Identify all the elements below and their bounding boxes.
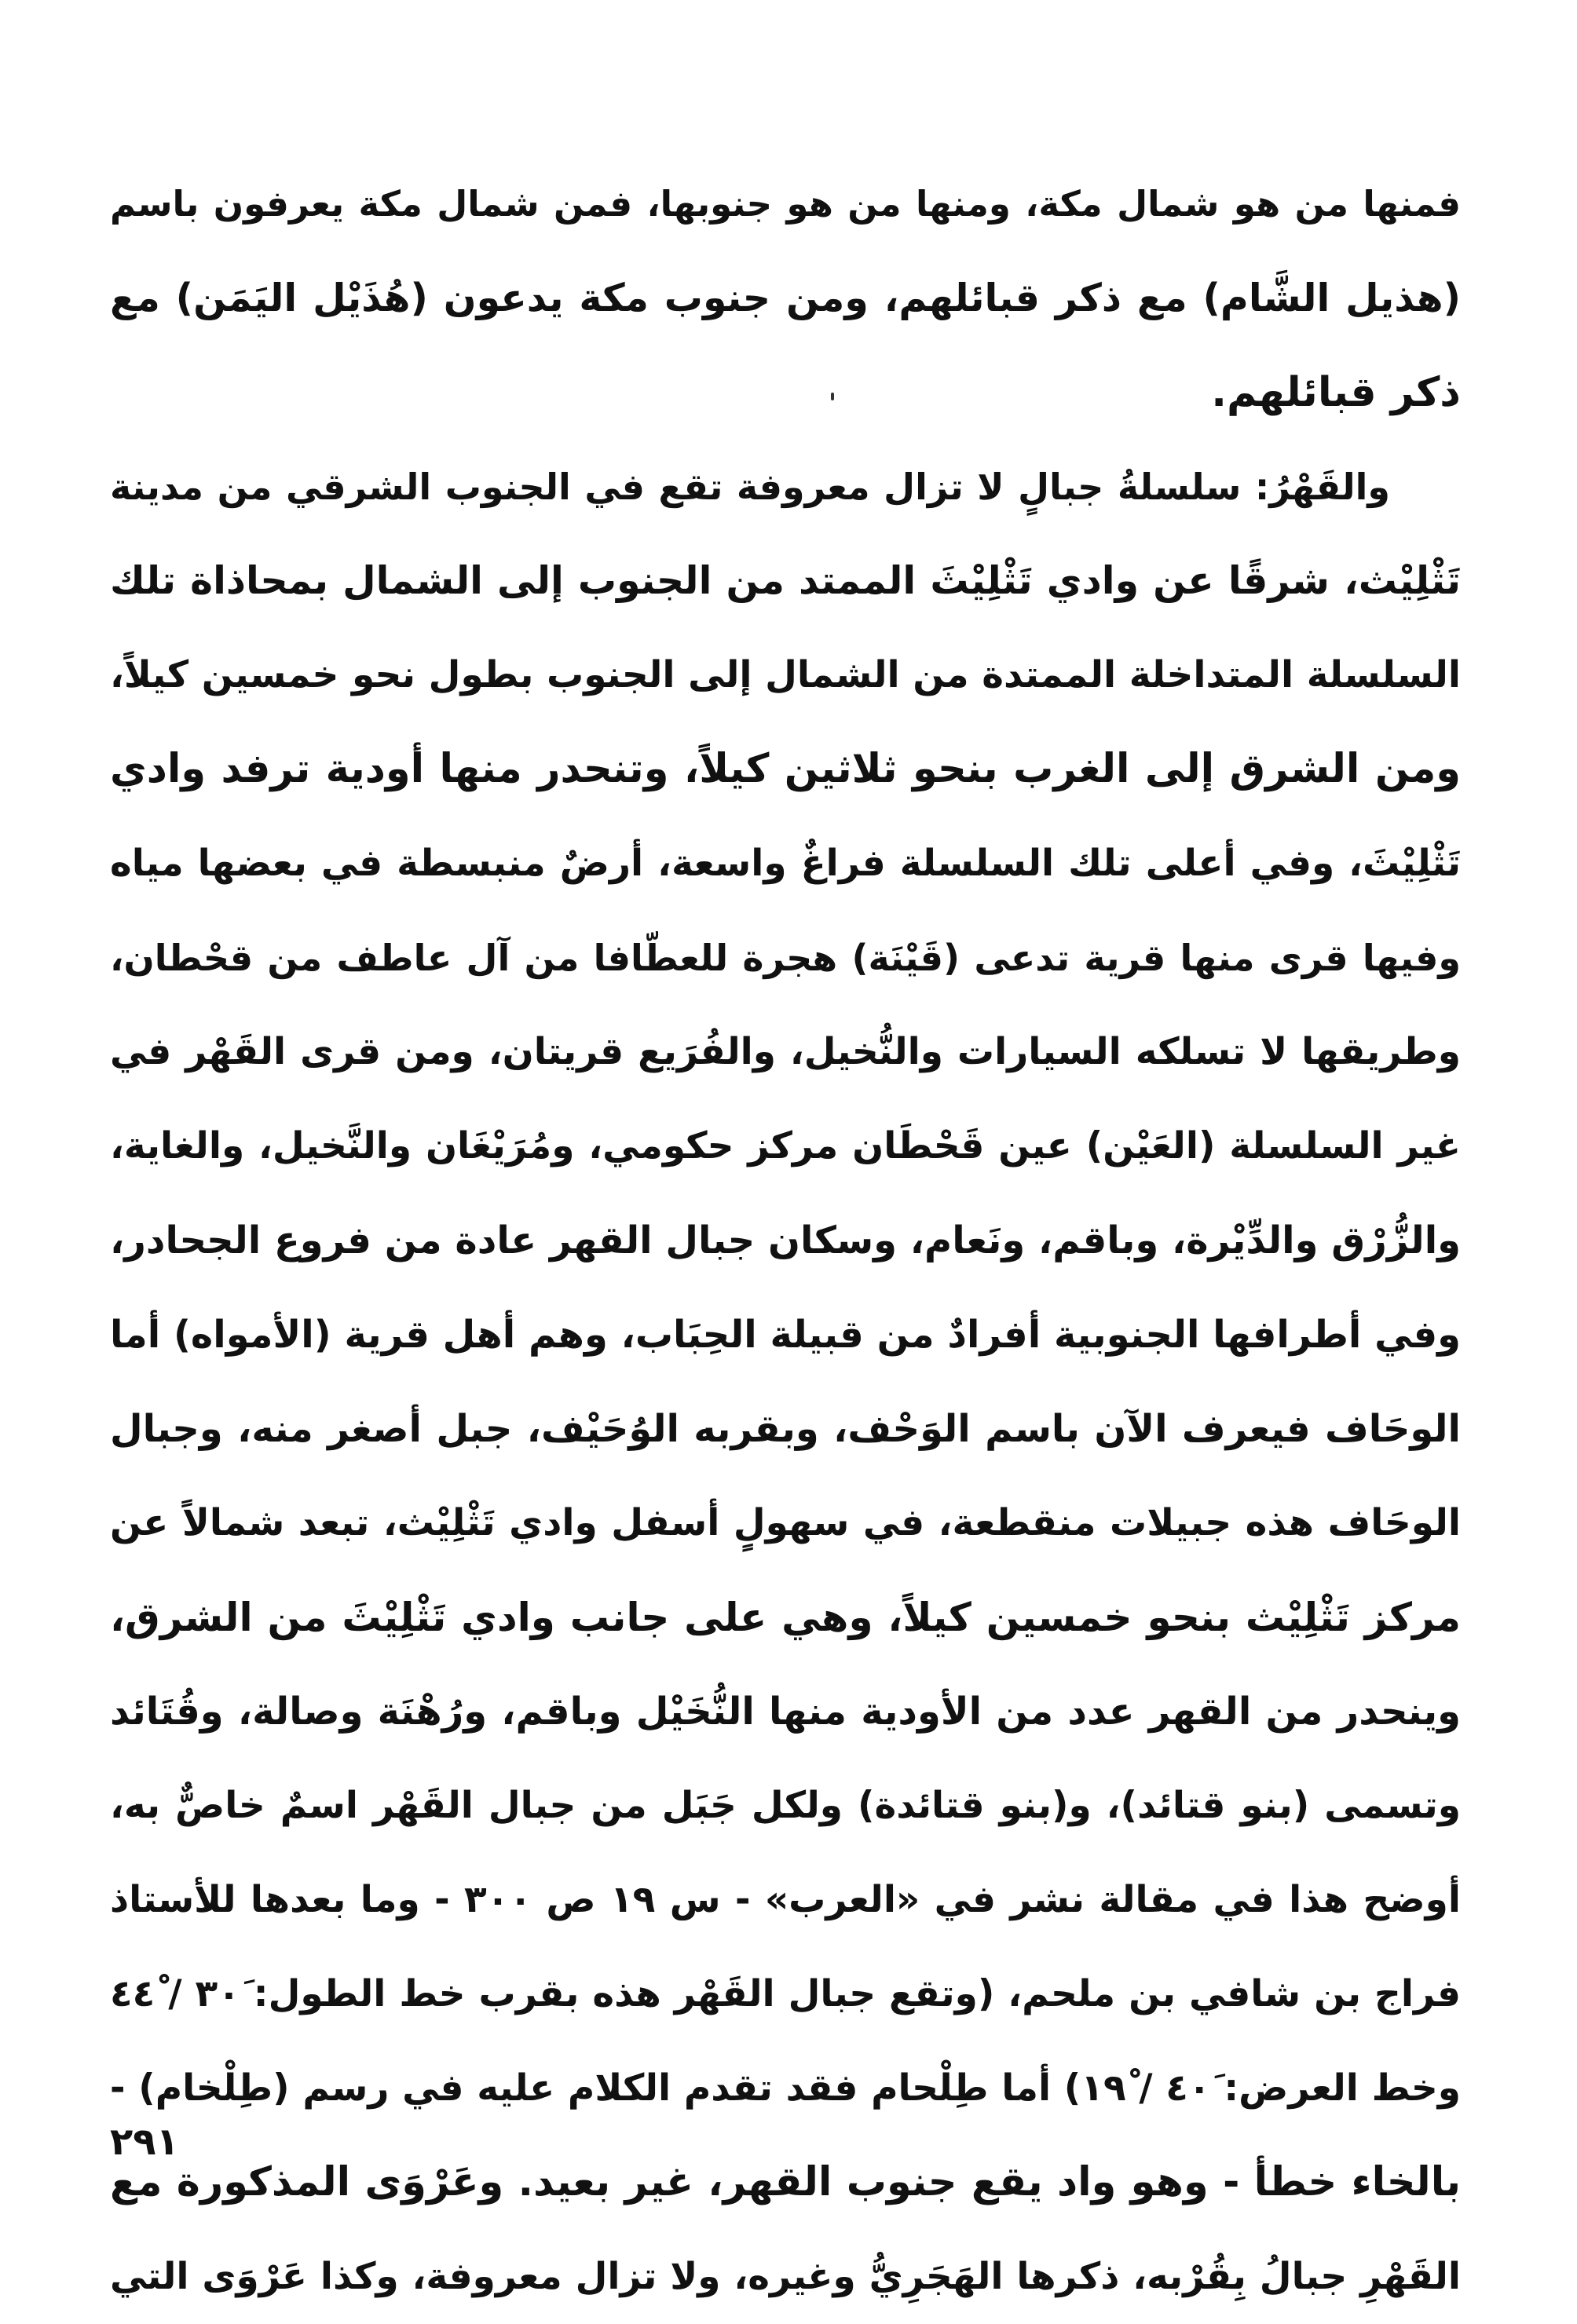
text-line: (هذيل الشَّام) مع ذكر قبائلهم، ومن جنوب مكة يدعون (هُذَيْل اليَمَن) مع	[110, 276, 1461, 320]
text-line: وينحدر من القهر عدد من الأودية منها النُّخَيْل وباقم، ورُهْنَة وصالة، وقُتَائد	[110, 1690, 1461, 1734]
text-line: الوحَاف فيعرف الآن باسم الوَحْف، وبقربه الوُحَيْف، جبل أصغر منه، وجبال	[110, 1407, 1461, 1451]
text-line: وفيها قرى منها قرية تدعى (قَيْنَة) هجرة للعطّافا من آل عاطف من قحْطان،	[110, 937, 1461, 979]
text-line: تَثْلِيْث، شرقًا عن وادي تَثْلِيْثَ الممتد من الجنوب إلى الشمال بمحاذاة تلك	[110, 558, 1461, 603]
text-line: ومن الشرق إلى الغرب بنحو ثلاثين كيلاً، وتنحدر منها أودية ترفد وادي	[110, 746, 1461, 792]
text-line: وخط العرض: ٤٠َ / ١٩ْ) أما طِلْحام فقد تقدم الكلام عليه في رسم (طِلْخام) -	[110, 2066, 1461, 2110]
text-line: بالخاء خطأ - وهو واد يقع جنوب القهر، غير بعيد. وعَرْوَى المذكورة مع	[110, 2159, 1461, 2205]
text-line: والقَهْرُ: سلسلةُ جبالٍ لا تزال معروفة تقع في الجنوب الشرقي من مدينة	[110, 466, 1390, 508]
text-line: وتسمى (بنو قتائد)، و(بنو قتائدة) ولكل جَبَل من جبال القَهْر اسمٌ خاصٌّ به،	[110, 1784, 1461, 1827]
text-line: الوحَاف هذه جبيلات منقطعة، في سهولٍ أسفل وادي تَثْلِيْث، تبعد شمالاً عن	[110, 1501, 1461, 1544]
text-line: غير السلسلة (العَيْن) عين قَحْطَان مركز حكومي، ومُرَيْغَان والنَّخيل، والغاية،	[110, 1124, 1461, 1167]
text-line: والزُّرْق والدِّيْرة، وباقم، ونَعام، وسكان جبال القهر عادة من فروع الجحادر،	[110, 1219, 1461, 1262]
text-line: ذكر قبائلهم.	[1211, 369, 1461, 416]
body-text	[110, 157, 1461, 2324]
text-line: وطريقها لا تسلكه السيارات والنُّخيل، والفُرَيع قريتان، ومن قرى القَهْر في	[110, 1030, 1461, 1073]
text-line: أوضح هذا في مقالة نشر في «العرب» - س ١٩ ص ٣٠٠ - وما بعدها للأستاذ	[110, 1878, 1461, 1921]
text-line: السلسلة المتداخلة الممتدة من الشمال إلى الجنوب بطول نحو خمسين كيلاً،	[110, 653, 1461, 696]
text-line: تَثْلِيْثَ، وفي أعلى تلك السلسلة فراغٌ واسعة، أرضٌ منبسطة في بعضها مياه	[110, 842, 1461, 885]
text-line: وفي أطرافها الجنوبية أفرادٌ من قبيلة الحِبَاب، وهم أهل قرية (الأمواه) أما	[110, 1313, 1461, 1357]
text-line: فراج بن شافي بن ملحم، (وتقع جبال القَهْر هذه بقرب خط الطول: ٣٠َ / ٤٤ْ	[110, 1972, 1461, 2015]
text-line: القَهْرِ جبالُ بِقُرْبه، ذكرها الهَجَرِيُّ وغيره، ولا تزال معروفة، وكذا عَرْوَى التي	[110, 2255, 1461, 2298]
page-number: ٢٩١	[110, 2120, 179, 2164]
text-line: مركز تَثْلِيْث بنحو خمسين كيلاً، وهي على جانب وادي تَثْلِيْثَ من الشرق،	[110, 1595, 1461, 1640]
text-line: فمنها من هو شمال مكة، ومنها من هو جنوبها، فمن شمال مكة يعرفون باسم	[110, 183, 1461, 225]
